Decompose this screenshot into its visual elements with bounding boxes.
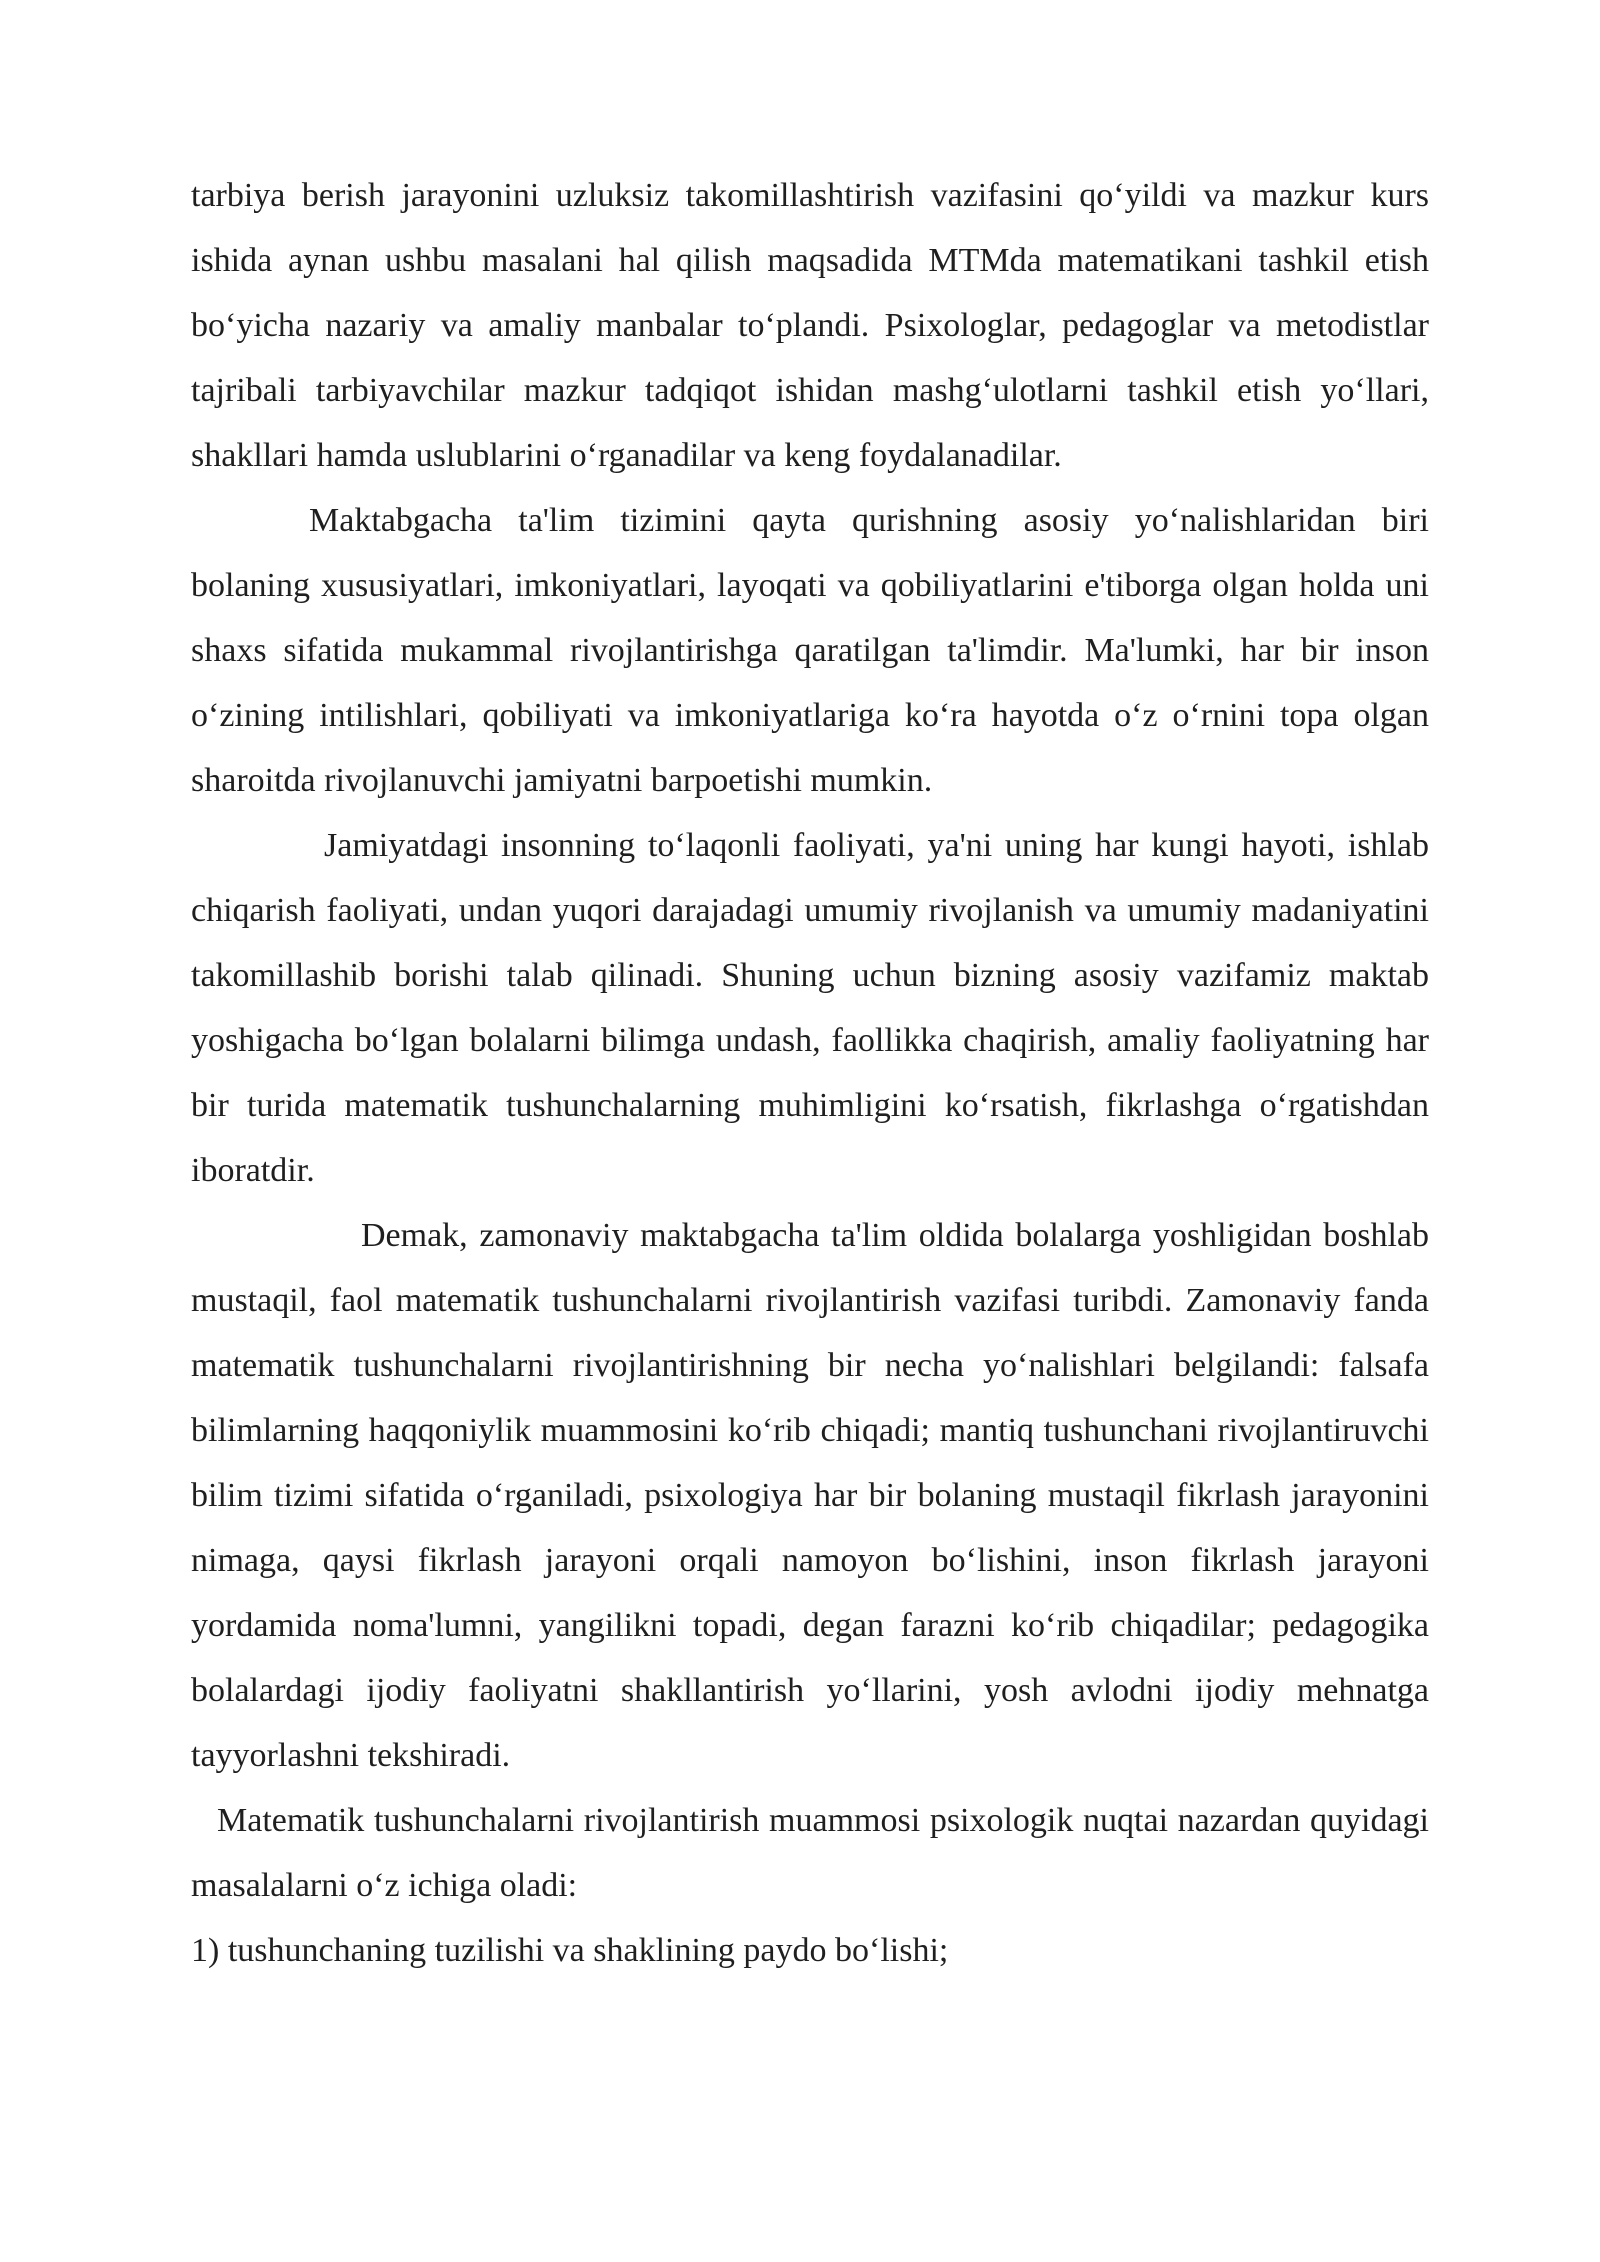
- body-text: [191, 163, 1429, 1983]
- paragraph-1: tarbiya berish jarayonini uzluksiz takomillashtirish vazifasini qoʻyildi va mazkur kurs ishida aynan ushbu masalani hal qilish maqsadida MTMda matematikani tashkil etish boʻyicha nazariy va amaliy manbalar toʻplandi. Psixologlar, pedagoglar va metodistlar tajribali tarbiyavchilar mazkur tadqiqot ishidan mashgʻulotlarni tashkil etish yoʻllari, shakllari hamda uslublarini oʻrganadilar va keng foydalanadilar.: [191, 177, 1429, 474]
- paragraph-5: Matematik tushunchalarni rivojlantirish muammosi psixologik nuqtai nazardan quyidagi masalalarni oʻz ichiga oladi:: [191, 1802, 1429, 1904]
- paragraph-4: Demak, zamonaviy maktabgacha ta'lim oldida bolalarga yoshligidan boshlab mustaqil, faol matematik tushunchalarni rivojlantirish vazifasi turibdi. Zamonaviy fanda matematik tushunchalarni rivojlantirishning bir necha yoʻnalishlari belgilandi: falsafa bilimlarning haqqoniylik muammosini koʻrib chiqadi; mantiq tushunchani rivojlantiruvchi bilim tizimi sifatida oʻrganiladi, psixologiya har bir bolaning mustaqil fikrlash jarayonini nimaga, qaysi fikrlash jarayoni orqali namoyon boʻlishini, inson fikrlash jarayoni yordamida noma'lumni, yangilikni topadi, degan farazni koʻrib chiqadilar; pedagogika bolalardagi ijodiy faoliyatni shakllantirish yoʻllarini, yosh avlodni ijodiy mehnatga tayyorlashni tekshiradi.: [191, 1217, 1429, 1774]
- paragraph-2: Maktabgacha ta'lim tizimini qayta qurishning asosiy yoʻnalishlaridan biri bolaning xususiyatlari, imkoniyatlari, layoqati va qobiliyatlarini e'tiborga olgan holda uni shaxs sifatida mukammal rivojlantirishga qaratilgan ta'limdir. Ma'lumki, har bir inson oʻzining intilishlari, qobiliyati va imkoniyatlariga koʻra hayotda oʻz oʻrnini topa olgan sharoitda rivojlanuvchi jamiyatni barpoetishi mumkin.: [191, 502, 1429, 799]
- paragraph-3: Jamiyatdagi insonning toʻlaqonli faoliyati, ya'ni uning har kungi hayoti, ishlab chiqarish faoliyati, undan yuqori darajadagi umumiy rivojlanish va umumiy madaniyatini takomillashib borishi talab qilinadi. Shuning uchun bizning asosiy vazifamiz maktab yoshigacha boʻlgan bolalarni bilimga undash, faollikka chaqirish, amaliy faoliyatning har bir turida matematik tushunchalarning muhimligini koʻrsatish, fikrlashga oʻrgatishdan iboratdir.: [191, 827, 1429, 1189]
- list-item-1: 1) tushunchaning tuzilishi va shaklining paydo boʻlishi;: [191, 1932, 949, 1969]
